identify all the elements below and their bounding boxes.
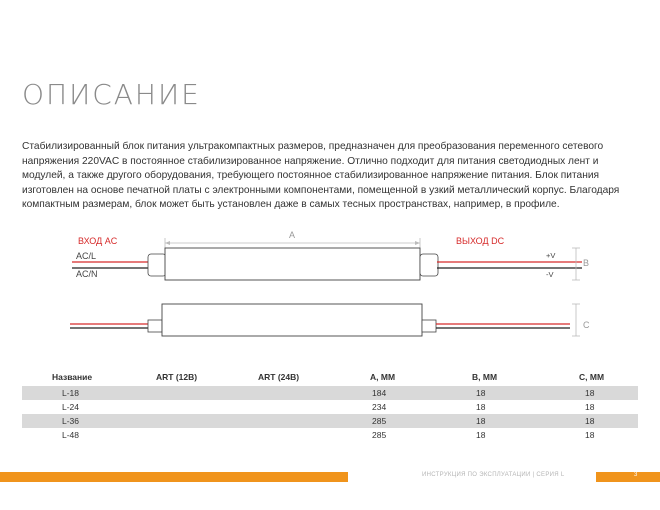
cell-a: 285 bbox=[372, 430, 387, 440]
cell-a: 184 bbox=[368, 386, 470, 400]
dimension-a-label: A bbox=[289, 230, 296, 240]
header-c: С, ММ bbox=[579, 372, 605, 382]
output-dc-label: ВЫХОД DC bbox=[456, 236, 505, 246]
dimension-b-label: B bbox=[583, 258, 590, 268]
cell-art24 bbox=[256, 428, 368, 442]
cell-c: 18 bbox=[577, 414, 638, 428]
header-name: Название bbox=[52, 372, 93, 382]
cell-b: 18 bbox=[470, 386, 577, 400]
cell-name: L-18 bbox=[22, 386, 154, 400]
cell-b: 18 bbox=[476, 402, 486, 412]
cell-name: L-24 bbox=[62, 402, 80, 412]
cell-name: L-36 bbox=[22, 414, 154, 428]
cell-b: 18 bbox=[470, 414, 577, 428]
ac-l-label: AC/L bbox=[76, 251, 97, 261]
table-header-row bbox=[22, 368, 638, 386]
page-number: 3 bbox=[634, 472, 638, 478]
header-art24: ART (24В) bbox=[258, 372, 300, 382]
footer-accent-bar bbox=[0, 472, 348, 482]
cell-a: 285 bbox=[368, 414, 470, 428]
plus-v-label: +V bbox=[546, 251, 556, 260]
cell-art24 bbox=[256, 414, 368, 428]
cell-a: 234 bbox=[372, 402, 387, 412]
footer-page-bar bbox=[596, 472, 660, 482]
ac-n-label: AC/N bbox=[76, 269, 98, 279]
footer-text: ИНСТРУКЦИЯ ПО ЭКСПЛУАТАЦИИ | СЕРИЯ L bbox=[422, 472, 565, 478]
input-ac-label: ВХОД AC bbox=[78, 236, 118, 246]
table-row bbox=[22, 428, 638, 442]
cell-art24 bbox=[256, 386, 368, 400]
cell-art12 bbox=[154, 428, 256, 442]
power-supply-diagram bbox=[0, 228, 660, 348]
minus-v-label: -V bbox=[546, 270, 554, 279]
cell-art12 bbox=[154, 414, 256, 428]
header-b: В, ММ bbox=[472, 372, 498, 382]
spec-table bbox=[22, 368, 638, 442]
table-row bbox=[22, 386, 638, 400]
table-row bbox=[22, 400, 638, 414]
unit-top-view bbox=[72, 238, 582, 280]
cell-b: 18 bbox=[476, 430, 486, 440]
cell-c: 18 bbox=[585, 430, 595, 440]
cell-art12 bbox=[154, 400, 256, 414]
header-art12: ART (12В) bbox=[156, 372, 198, 382]
description-text: Стабилизированный блок питания ультракомпактных размеров, предназначен для преобразования переменного сетевого напряжения 220VAC в постоянное стабилизированное напряжение. Отлично подходит для питания светодиодных лент и модулей, а также другого оборудования, требующего постоянное стабилизированное напряжение питания. Блок питания изготовлен на основе печатной платы с электронными компонентами, помещенной в узкий металлический корпус. Благодаря компактным размерам, блок может быть установлен даже в самых тесных пространствах, например, в профиле. bbox=[22, 141, 620, 211]
table-row bbox=[22, 414, 638, 428]
cell-art12 bbox=[154, 386, 256, 400]
cell-name: L-48 bbox=[62, 430, 80, 440]
unit-side-view bbox=[70, 304, 580, 336]
header-a: А, ММ bbox=[370, 372, 396, 382]
dimension-c-label: C bbox=[583, 320, 590, 330]
page-title: ОПИСАНИЕ bbox=[22, 78, 201, 111]
cell-c: 18 bbox=[585, 402, 595, 412]
cell-art24 bbox=[256, 400, 368, 414]
cell-c: 18 bbox=[577, 386, 638, 400]
